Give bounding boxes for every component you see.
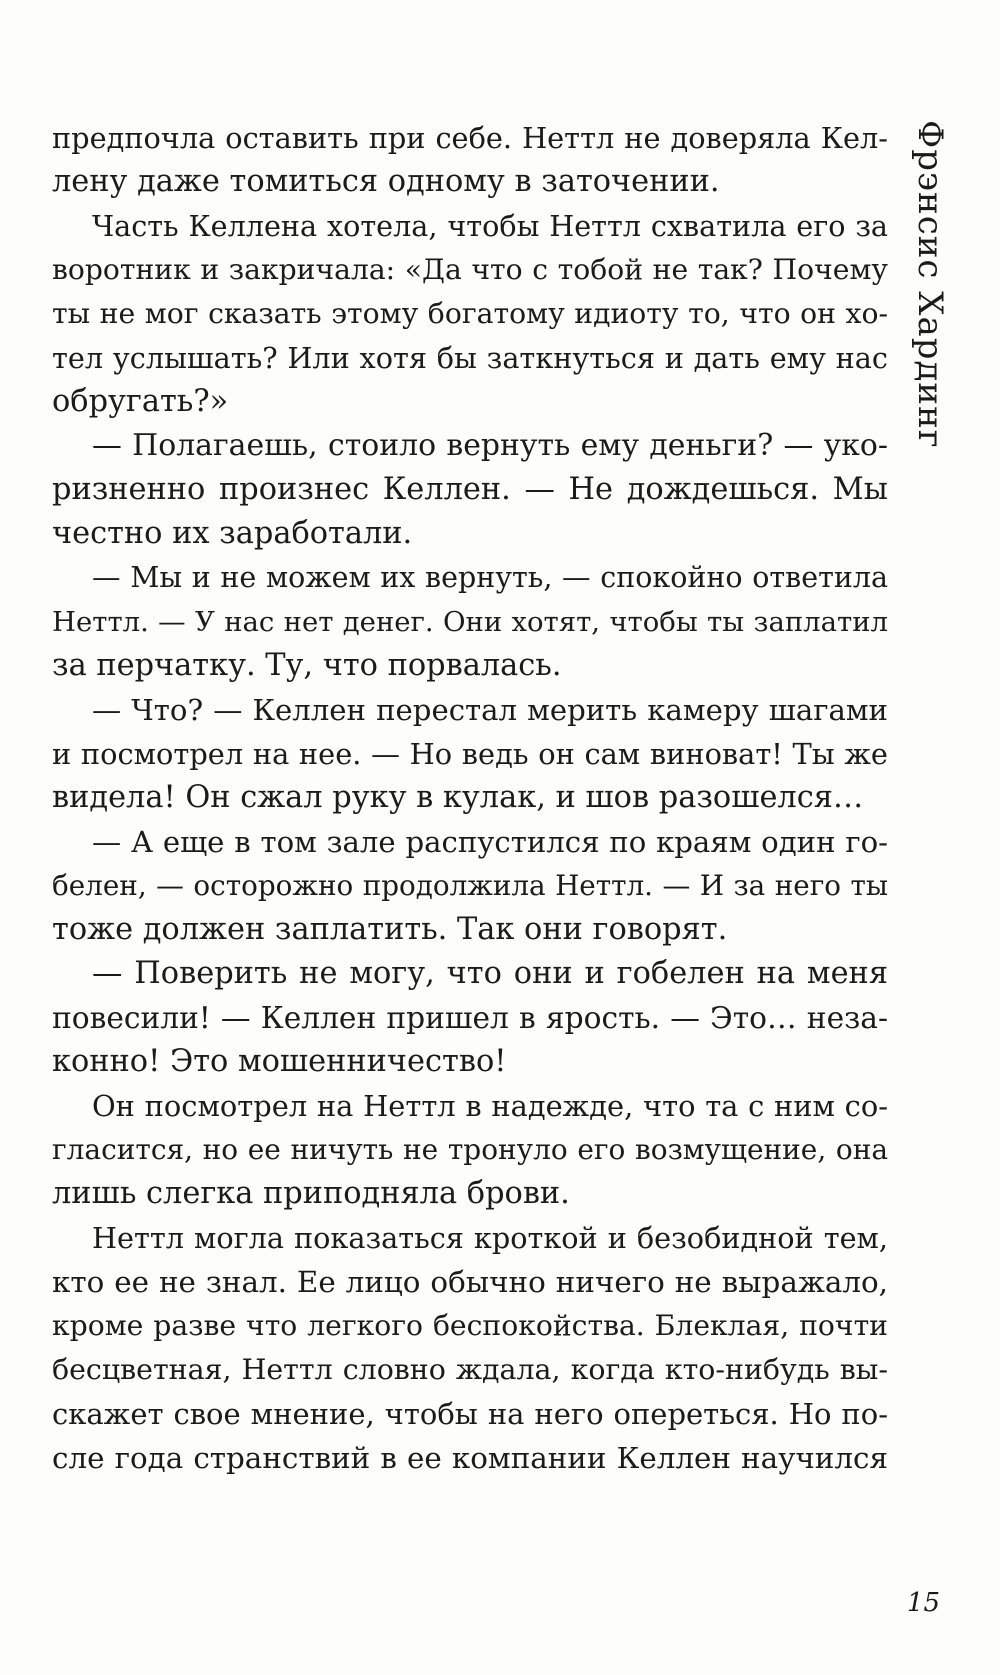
text-line: за перчатку. Ту, что порвалась. [52,648,562,683]
text-line: воротник и закричала: «Да что с тобой не так? Почему [52,253,888,286]
text-line: сле года странствий в ее компании Келлен научился [52,1441,888,1475]
page-number: 15 [906,1588,940,1618]
text-line: бесцветная, Неттл словно ждала, когда кто-нибудь вы- [52,1353,888,1386]
text-line: — А еще в том зале распустился по краям один го- [92,825,888,859]
text-line: — Мы и не можем их вернуть, — спокойно ответила [92,561,888,594]
text-line: Неттл. — У нас нет денег. Они хотят, чтобы ты заплатил [52,606,888,638]
text-line: ризненно произнес Келлен. — Не дождешься. Мы [52,472,888,507]
text-line: видела! Он сжал руку в кулак, и шов разошелся… [52,780,864,815]
text-line: предпочла оставить при себе. Неттл не доверяла Кел- [52,121,888,155]
text-line: кто ее не знал. Ее лицо обычно ничего не выражало, [52,1265,888,1299]
text-line: обругать?» [52,384,229,419]
text-line: честно их заработали. [52,516,413,551]
text-line: Часть Келлена хотела, чтобы Неттл схватила его за [92,209,888,243]
running-head-author: Фрэнсис Хардинг [910,120,950,449]
text-line: ты не мог сказать этому богатому идиоту то, что он хо- [52,297,888,330]
text-line: Он посмотрел на Неттл в надежде, что та с ним со- [92,1089,888,1123]
text-line: лену даже томиться одному в заточении. [52,164,720,199]
text-line: тоже должен заплатить. Так они говорят. [52,912,728,947]
text-line: тел услышать? Или хотя бы заткнуться и дать ему нас [52,341,888,375]
body-text [52,116,888,1480]
text-line: Неттл могла показаться кроткой и безобидной тем, [92,1221,888,1255]
text-line: скажет свое мнение, чтобы на него опереться. Но по- [52,1397,888,1431]
text-line: кроме разве что легкого беспокойства. Блеклая, почти [52,1309,888,1342]
text-line: белен, — осторожно продолжила Неттл. — И за него ты [52,869,888,902]
text-line: — Поверить не могу, что они и гобелен на меня [92,956,888,991]
text-line: конно! Это мошенничество! [52,1044,507,1079]
text-line: повесили! — Келлен пришел в ярость. — Это… неза- [52,1000,888,1035]
text-line: и посмотрел на нее. — Но ведь он сам виноват! Ты же [52,737,888,771]
text-line: — Полагаешь, стоило вернуть ему деньги? — уко- [92,428,888,463]
text-line: лишь слегка приподняла брови. [52,1176,570,1211]
text-line: — Что? — Келлен перестал мерить камеру шагами [92,693,888,727]
text-line: гласится, но ее ничуть не тронуло его возмущение, она [52,1133,888,1166]
